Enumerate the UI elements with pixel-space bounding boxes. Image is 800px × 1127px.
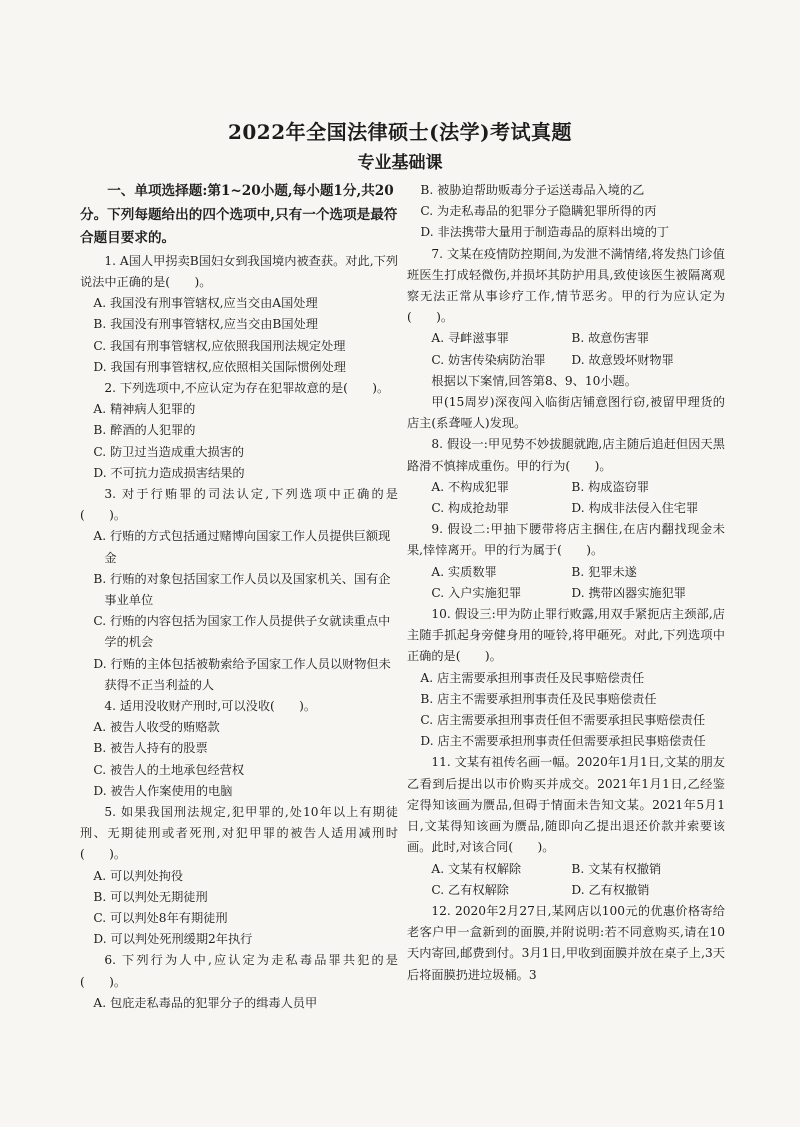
q9-options-row-1 [407, 562, 725, 583]
q1-option-d: D. 我国有刑事管辖权,应依照相关国际惯例处理 [93, 359, 346, 374]
q3-option-d: D. 行贿的主体包括被勒索给予国家工作人员以财物但未获得不正当利益的人 [93, 656, 391, 692]
question-11: 11. 文某有祖传名画一幅。2020年1月1日,文某的朋友乙看到后提出以市价购买并成交。2021年1月1日,乙经鉴定得知该画为赝品,但碍于情面未告知文某。2021年5月1日,文某得知该画为赝品,随即向乙提出退还价款并索要该画。此时,对该合同( )。 [407, 755, 725, 855]
q7-option-d: D. 故意毁坏财物罪 [571, 352, 674, 367]
q7-option-c: C. 妨害传染病防治罪 [431, 352, 546, 367]
q11-option-d: D. 乙有权撤销 [571, 882, 650, 897]
page-title: 2022年全国法律硕士(法学)考试真题 [227, 120, 573, 144]
q1-option-a: A. 我国没有刑事管辖权,应当交由A国处理 [93, 296, 318, 311]
question-12: 12. 2020年2月27日,某网店以100元的优惠价格寄给老客户甲一盒新到的面膜,并附说明:若不同意购买,请在10天内寄回,邮费到付。3月1日,甲收到面膜并放在桌子上,3天后将面膜扔进垃圾桶。3 [407, 903, 725, 982]
q8-option-b: B. 构成盗窃罪 [571, 479, 650, 494]
right-column [407, 180, 725, 986]
q4-option-d: D. 被告人作案使用的电脑 [93, 783, 233, 798]
q8-options-row-1 [407, 477, 725, 498]
case-intro: 根据以下案情,回答第8、9、10小题。 [431, 373, 637, 388]
question-7: 7. 文某在疫情防控期间,为发泄不满情绪,将发热门诊值班医生打成轻微伤,并损坏其防护用具,致使该医生被隔离观察无法正常从事诊疗工作,情节恶劣。甲的行为应认定为( )。 [407, 246, 725, 325]
q6-option-c: C. 为走私毒品的犯罪分子隐瞒犯罪所得的丙 [420, 204, 657, 219]
q11-option-a: A. 文某有权解除 [431, 861, 522, 876]
q9-option-d: D. 携带凶器实施犯罪 [571, 585, 686, 600]
q6-option-d: D. 非法携带大量用于制造毒品的原料出境的丁 [420, 225, 670, 240]
question-10: 10. 假设三:甲为防止罪行败露,用双手紧扼店主颈部,店主随手抓起身旁健身用的哑铃,将甲砸死。对此,下列选项中正确的是( )。 [407, 607, 725, 664]
q5-option-b: B. 可以判处无期徒刑 [93, 889, 208, 904]
q7-options-row-1 [407, 328, 725, 349]
q8-option-c: C. 构成抢劫罪 [431, 501, 509, 516]
question-8: 8. 假设一:甲见势不妙拔腿就跑,店主随后追赶但因天黑路滑不慎摔成重伤。甲的行为( )。 [407, 437, 725, 473]
q3-option-b: B. 行贿的对象包括国家工作人员以及国家机关、国有企事业单位 [93, 571, 391, 608]
q1-option-c: C. 我国有刑事管辖权,应依照我国刑法规定处理 [93, 338, 346, 353]
q9-option-a: A. 实质数罪 [431, 564, 497, 579]
question-4: 4. 适用没收财产刑时,可以没收( )。 [104, 699, 317, 714]
q6-option-b: B. 被胁迫帮助贩毒分子运送毒品入境的乙 [420, 183, 645, 197]
q11-option-c: C. 乙有权解除 [431, 882, 509, 897]
q3-option-a: A. 行贿的方式包括通过赌博向国家工作人员提供巨额现金 [93, 529, 391, 565]
q7-option-a: A. 寻衅滋事罪 [431, 331, 509, 346]
q8-option-a: A. 不构成犯罪 [431, 479, 509, 494]
question-1: 1. A国人甲拐卖B国妇女到我国境内被查获。对此,下列说法中正确的是( )。 [80, 253, 398, 289]
q5-option-a: A. 可以判处拘役 [93, 868, 184, 883]
q7-options-row-2 [407, 350, 725, 371]
question-5: 5. 如果我国刑法规定,犯甲罪的,处10年以上有期徒刑、无期徒刑或者死刑,对犯甲罪的被告人适用减刑时( )。 [80, 805, 398, 862]
q10-option-b: B. 店主不需要承担刑事责任及民事赔偿责任 [420, 691, 657, 706]
question-9: 9. 假设二:甲抽下腰带将店主捆住,在店内翻找现金未果,悻悻离开。甲的行为属于( )。 [407, 522, 725, 558]
q11-options-row-2 [407, 880, 725, 901]
question-2: 2. 下列选项中,不应认定为存在犯罪故意的是( )。 [104, 381, 390, 395]
q4-option-a: A. 被告人收受的贿赂款 [93, 720, 220, 735]
q2-option-d: D. 不可抗力造成损害结果的 [93, 465, 245, 480]
q2-option-b: B. 醉酒的人犯罪的 [93, 423, 196, 438]
q9-option-b: B. 犯罪未遂 [571, 564, 637, 579]
q5-option-d: D. 可以判处死刑缓期2年执行 [93, 932, 253, 947]
q10-option-a: A. 店主需要承担刑事责任及民事赔偿责任 [420, 670, 645, 685]
q10-option-c: C. 店主需要承担刑事责任但不需要承担民事赔偿责任 [420, 713, 706, 728]
q8-options-row-2 [407, 498, 725, 519]
q9-options-row-2 [407, 583, 725, 604]
q4-option-b: B. 被告人持有的股票 [93, 741, 208, 756]
q2-option-a: A. 精神病人犯罪的 [93, 402, 196, 417]
q11-option-b: B. 文某有权撤销 [571, 861, 662, 876]
q1-option-b: B. 我国没有刑事管辖权,应当交由B国处理 [93, 317, 318, 332]
case-description: 甲(15周岁)深夜闯入临街店铺意图行窃,被留甲理货的店主(系聋哑人)发现。 [407, 395, 725, 431]
q3-option-c: C. 行贿的内容包括为国家工作人员提供子女就读重点中学的机会 [93, 614, 391, 650]
question-3: 3. 对于行贿罪的司法认定,下列选项中正确的是( )。 [80, 487, 398, 523]
q10-option-d: D. 店主不需要承担刑事责任但需要承担民事赔偿责任 [420, 734, 706, 749]
section-heading: 一、单项选择题:第1~20小题,每小题1分,共20分。下列每题给出的四个选项中,只有一个选项是最符合题目要求的。 [80, 183, 398, 247]
q5-option-c: C. 可以判处8年有期徒刑 [93, 911, 228, 926]
q11-options-row-1 [407, 859, 725, 880]
question-6: 6. 下列行为人中,应认定为走私毒品罪共犯的是( )。 [80, 953, 398, 989]
left-column [80, 180, 398, 1014]
q9-option-c: C. 入户实施犯罪 [431, 585, 522, 600]
page-subtitle: 专业基础课 [357, 153, 443, 173]
q6-option-a: A. 包庇走私毒品的犯罪分子的缉毒人员甲 [93, 995, 318, 1010]
q4-option-c: C. 被告人的土地承包经营权 [93, 762, 245, 777]
q2-option-c: C. 防卫过当造成重大损害的 [93, 444, 245, 459]
q8-option-d: D. 构成非法侵入住宅罪 [571, 501, 699, 516]
q7-option-b: B. 故意伤害罪 [571, 331, 650, 346]
